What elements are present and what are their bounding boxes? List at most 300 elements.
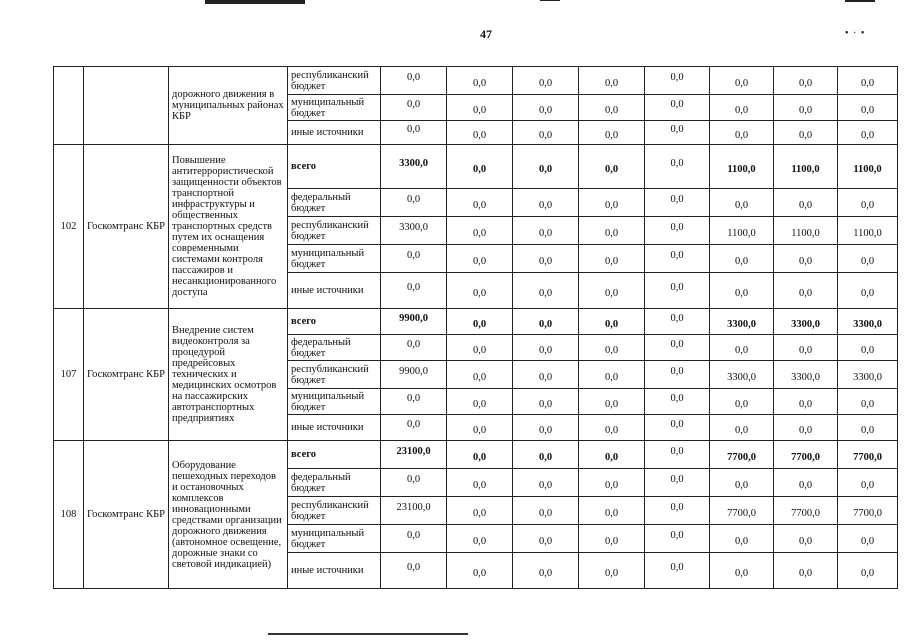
amount-value: 0,0 [734,105,749,116]
amount-cell [645,273,710,309]
amount-cell [774,273,838,309]
funding-source: республиканский бюджет [288,217,381,245]
amount-cell [579,95,645,121]
amount-value: 0,0 [670,474,684,485]
amount-value: 0,0 [670,339,684,350]
amount-cell [579,273,645,309]
amount-value: 1100,0 [791,164,820,175]
amount-value: 1100,0 [853,228,882,239]
amount-cell [710,245,774,273]
funding-source: всего [288,145,381,189]
row-number: 107 [54,309,84,441]
amount-cell [381,95,447,121]
amount-cell [381,525,447,553]
amount-value: 0,0 [538,568,553,579]
amount-cell [513,273,579,309]
amount-value: 0,0 [798,78,813,89]
amount-value: 0,0 [734,288,749,299]
amount-cell [774,389,838,415]
amount-value: 0,0 [472,256,487,267]
table-row [54,309,898,335]
amount-value: 0,0 [472,228,487,239]
amount-value: 0,0 [604,345,619,356]
amount-cell [447,335,513,361]
amount-cell [579,525,645,553]
amount-value: 0,0 [734,256,749,267]
amount-value: 0,0 [734,345,749,356]
amount-value: 7700,0 [853,508,882,519]
amount-cell [579,335,645,361]
amount-value: 0,0 [472,288,487,299]
amount-cell [381,309,447,335]
amount-value: 0,0 [798,480,813,491]
amount-cell [710,335,774,361]
amount-value: 0,0 [860,399,875,410]
amount-value: 0,0 [538,319,553,330]
amount-cell [838,525,898,553]
funding-source: иные источники [288,415,381,441]
amount-cell [645,335,710,361]
amount-value: 0,0 [406,124,421,135]
amount-cell [710,415,774,441]
amount-value: 0,0 [860,200,875,211]
amount-cell [447,273,513,309]
amount-cell [838,245,898,273]
amount-cell [513,361,579,389]
amount-value: 0,0 [670,158,684,169]
amount-cell [579,553,645,589]
amount-value: 0,0 [406,339,421,350]
amount-value: 0,0 [734,130,749,141]
amount-cell [579,497,645,525]
amount-value: 1100,0 [727,228,756,239]
amount-value: 0,0 [860,288,875,299]
amount-cell [645,121,710,145]
amount-cell [838,441,898,469]
amount-value: 0,0 [472,105,487,116]
amount-value: 0,0 [406,282,421,293]
amount-cell [645,553,710,589]
amount-cell [710,525,774,553]
amount-value: 7700,0 [791,452,820,463]
amount-cell [447,245,513,273]
amount-cell [710,273,774,309]
funding-source: муниципальный бюджет [288,95,381,121]
amount-value: 1100,0 [853,164,882,175]
amount-cell [579,309,645,335]
amount-cell [645,415,710,441]
amount-value: 7700,0 [727,452,756,463]
amount-cell [645,525,710,553]
funding-source: иные источники [288,553,381,589]
amount-value: 0,0 [860,480,875,491]
amount-cell [513,145,579,189]
amount-cell [579,67,645,95]
measure-description: дорожного движения в муниципальных районах КБР [169,67,288,145]
amount-value: 0,0 [604,372,619,383]
amount-cell [645,469,710,497]
amount-cell [774,497,838,525]
amount-cell [838,309,898,335]
amount-value: 0,0 [604,228,619,239]
amount-cell [645,67,710,95]
amount-cell [447,441,513,469]
amount-value: 0,0 [734,200,749,211]
amount-value: 7700,0 [853,452,882,463]
amount-cell [774,189,838,217]
amount-value: 0,0 [860,568,875,579]
amount-value: 0,0 [406,194,421,205]
amount-value: 0,0 [860,130,875,141]
amount-cell [774,441,838,469]
amount-value: 0,0 [538,452,553,463]
amount-value: 0,0 [798,105,813,116]
amount-cell [710,121,774,145]
amount-cell [579,121,645,145]
amount-cell [447,497,513,525]
amount-value: 0,0 [538,130,553,141]
amount-value: 0,0 [670,194,684,205]
funding-source: всего [288,441,381,469]
table-row [54,441,898,469]
amount-cell [774,217,838,245]
amount-cell [513,67,579,95]
amount-cell [381,121,447,145]
table-row [54,145,898,189]
amount-cell [381,273,447,309]
amount-cell [513,525,579,553]
funding-source: республиканский бюджет [288,497,381,525]
budget-table [53,66,898,589]
amount-cell [838,415,898,441]
amount-cell [838,95,898,121]
amount-value: 3300,0 [791,372,820,383]
amount-cell [447,67,513,95]
amount-cell [513,121,579,145]
amount-value: 0,0 [538,256,553,267]
amount-cell [513,309,579,335]
amount-value: 0,0 [472,319,487,330]
amount-value: 0,0 [538,200,553,211]
amount-cell [774,525,838,553]
footer-rule [268,633,468,635]
amount-cell [645,497,710,525]
amount-cell [381,67,447,95]
executor-org [84,67,169,145]
amount-value: 0,0 [670,282,684,293]
amount-value: 23100,0 [396,502,431,513]
amount-value: 0,0 [670,313,684,324]
amount-cell [838,189,898,217]
amount-cell [774,335,838,361]
amount-cell [645,309,710,335]
amount-value: 0,0 [670,250,684,261]
funding-source: федеральный бюджет [288,189,381,217]
scan-noise-mark: • · • [845,28,866,39]
amount-value: 0,0 [860,78,875,89]
amount-cell [513,415,579,441]
amount-value: 0,0 [538,288,553,299]
amount-value: 0,0 [472,345,487,356]
scan-top-mark-right [845,0,875,2]
amount-cell [838,145,898,189]
amount-value: 3300,0 [399,222,428,233]
amount-cell [447,309,513,335]
amount-cell [645,145,710,189]
amount-cell [838,67,898,95]
amount-cell [838,217,898,245]
table-row [54,67,898,95]
amount-value: 7700,0 [727,508,756,519]
amount-value: 0,0 [406,72,421,83]
amount-cell [710,95,774,121]
amount-value: 0,0 [798,399,813,410]
amount-value: 0,0 [538,399,553,410]
amount-cell [774,145,838,189]
amount-cell [710,497,774,525]
amount-cell [710,441,774,469]
amount-value: 0,0 [860,536,875,547]
funding-source: муниципальный бюджет [288,245,381,273]
amount-value: 0,0 [798,200,813,211]
amount-value: 0,0 [472,399,487,410]
amount-cell [513,335,579,361]
funding-source: муниципальный бюджет [288,525,381,553]
amount-value: 0,0 [734,399,749,410]
amount-cell [381,217,447,245]
amount-cell [579,441,645,469]
amount-value: 7700,0 [791,508,820,519]
amount-cell [447,361,513,389]
amount-value: 0,0 [604,200,619,211]
amount-value: 0,0 [538,345,553,356]
amount-cell [513,441,579,469]
measure-description: Оборудование пешеходных переходов и остановочных комплексов инновационными средствами организации дорожного движения (автономное освещение, дорожные знаки со световой индикацией) [169,441,288,589]
amount-value: 0,0 [798,288,813,299]
amount-cell [381,189,447,217]
amount-value: 3300,0 [853,372,882,383]
amount-cell [710,553,774,589]
amount-cell [838,121,898,145]
amount-cell [838,553,898,589]
amount-cell [645,189,710,217]
amount-value: 0,0 [604,568,619,579]
amount-cell [447,189,513,217]
amount-value: 9900,0 [399,313,428,324]
amount-value: 0,0 [604,288,619,299]
amount-cell [774,415,838,441]
amount-value: 1100,0 [791,228,820,239]
amount-value: 0,0 [734,568,749,579]
amount-cell [447,95,513,121]
amount-value: 0,0 [472,78,487,89]
amount-cell [710,67,774,95]
amount-value: 23100,0 [396,446,431,457]
amount-value: 0,0 [798,536,813,547]
amount-value: 0,0 [406,530,421,541]
amount-cell [774,121,838,145]
amount-cell [710,309,774,335]
amount-value: 0,0 [604,425,619,436]
amount-value: 0,0 [472,536,487,547]
amount-value: 0,0 [860,345,875,356]
amount-cell [774,67,838,95]
amount-value: 0,0 [472,425,487,436]
amount-value: 0,0 [538,372,553,383]
page-number: 47 [480,27,492,41]
amount-cell [579,415,645,441]
amount-cell [381,497,447,525]
amount-value: 9900,0 [399,366,428,377]
amount-cell [710,217,774,245]
amount-cell [838,469,898,497]
amount-cell [447,121,513,145]
amount-cell [381,415,447,441]
amount-value: 0,0 [734,78,749,89]
amount-value: 3300,0 [399,158,428,169]
amount-cell [513,245,579,273]
amount-value: 0,0 [406,562,421,573]
amount-cell [447,553,513,589]
amount-cell [447,389,513,415]
measure-description: Повышение антитеррористической защищенности объектов транспортной инфраструктуры и общественных транспортных средств путем их оснащения современными системами контроля пассажиров и несанкционированного доступа [169,145,288,309]
amount-value: 0,0 [604,508,619,519]
amount-cell [579,361,645,389]
amount-value: 0,0 [604,78,619,89]
amount-cell [447,415,513,441]
amount-cell [381,361,447,389]
row-number [54,67,84,145]
amount-cell [513,95,579,121]
executor-org: Госкомтранс КБР [84,309,169,441]
amount-cell [447,145,513,189]
amount-value: 1100,0 [727,164,756,175]
amount-value: 0,0 [472,164,487,175]
funding-source: республиканский бюджет [288,361,381,389]
amount-cell [579,389,645,415]
amount-value: 0,0 [860,425,875,436]
amount-value: 0,0 [734,425,749,436]
amount-cell [710,469,774,497]
amount-value: 0,0 [472,200,487,211]
amount-cell [579,145,645,189]
amount-cell [381,335,447,361]
amount-value: 0,0 [604,452,619,463]
amount-value: 0,0 [604,399,619,410]
amount-value: 0,0 [798,130,813,141]
amount-value: 0,0 [538,105,553,116]
amount-value: 0,0 [798,425,813,436]
funding-source: иные источники [288,121,381,145]
amount-cell [579,469,645,497]
amount-value: 0,0 [538,480,553,491]
amount-value: 0,0 [670,99,684,110]
amount-value: 0,0 [472,372,487,383]
amount-cell [838,361,898,389]
amount-value: 0,0 [406,99,421,110]
amount-value: 0,0 [670,502,684,513]
scan-top-mark-mid [540,0,560,1]
amount-cell [645,95,710,121]
amount-value: 0,0 [472,480,487,491]
amount-value: 3300,0 [727,372,756,383]
amount-value: 0,0 [734,536,749,547]
funding-source: иные источники [288,273,381,309]
amount-value: 0,0 [538,164,553,175]
amount-cell [838,335,898,361]
amount-cell [513,217,579,245]
amount-cell [447,469,513,497]
amount-value: 0,0 [538,78,553,89]
amount-cell [447,217,513,245]
amount-value: 0,0 [798,256,813,267]
amount-cell [579,245,645,273]
executor-org: Госкомтранс КБР [84,145,169,309]
amount-cell [710,389,774,415]
measure-description: Внедрение систем видеоконтроля за процедурой предрейсовых технических и медицинских осмотров на пассажирских автотранспортных предприятиях [169,309,288,441]
amount-value: 0,0 [670,562,684,573]
amount-cell [645,217,710,245]
amount-value: 0,0 [860,256,875,267]
amount-cell [645,441,710,469]
amount-cell [710,145,774,189]
amount-cell [579,189,645,217]
amount-value: 0,0 [472,452,487,463]
amount-value: 3300,0 [853,319,882,330]
amount-value: 0,0 [406,419,421,430]
amount-value: 0,0 [406,474,421,485]
amount-cell [774,361,838,389]
amount-value: 0,0 [538,536,553,547]
amount-value: 0,0 [604,256,619,267]
amount-cell [838,389,898,415]
amount-cell [645,361,710,389]
amount-value: 0,0 [538,508,553,519]
amount-value: 0,0 [538,425,553,436]
amount-value: 0,0 [406,393,421,404]
amount-value: 0,0 [734,480,749,491]
funding-source: всего [288,309,381,335]
row-number: 102 [54,145,84,309]
executor-org: Госкомтранс КБР [84,441,169,589]
amount-cell [645,245,710,273]
amount-value: 0,0 [670,419,684,430]
amount-cell [774,469,838,497]
amount-cell [447,525,513,553]
funding-source: муниципальный бюджет [288,389,381,415]
amount-value: 0,0 [670,530,684,541]
amount-cell [381,245,447,273]
amount-value: 0,0 [798,345,813,356]
amount-cell [381,441,447,469]
amount-value: 0,0 [604,164,619,175]
amount-cell [513,497,579,525]
amount-value: 0,0 [604,130,619,141]
amount-value: 0,0 [670,222,684,233]
amount-cell [513,189,579,217]
amount-value: 0,0 [670,72,684,83]
amount-cell [838,497,898,525]
amount-value: 0,0 [670,124,684,135]
amount-cell [381,389,447,415]
amount-value: 0,0 [670,366,684,377]
amount-value: 0,0 [538,228,553,239]
amount-value: 0,0 [798,568,813,579]
amount-value: 0,0 [472,508,487,519]
amount-cell [710,361,774,389]
amount-cell [645,389,710,415]
funding-source: федеральный бюджет [288,335,381,361]
